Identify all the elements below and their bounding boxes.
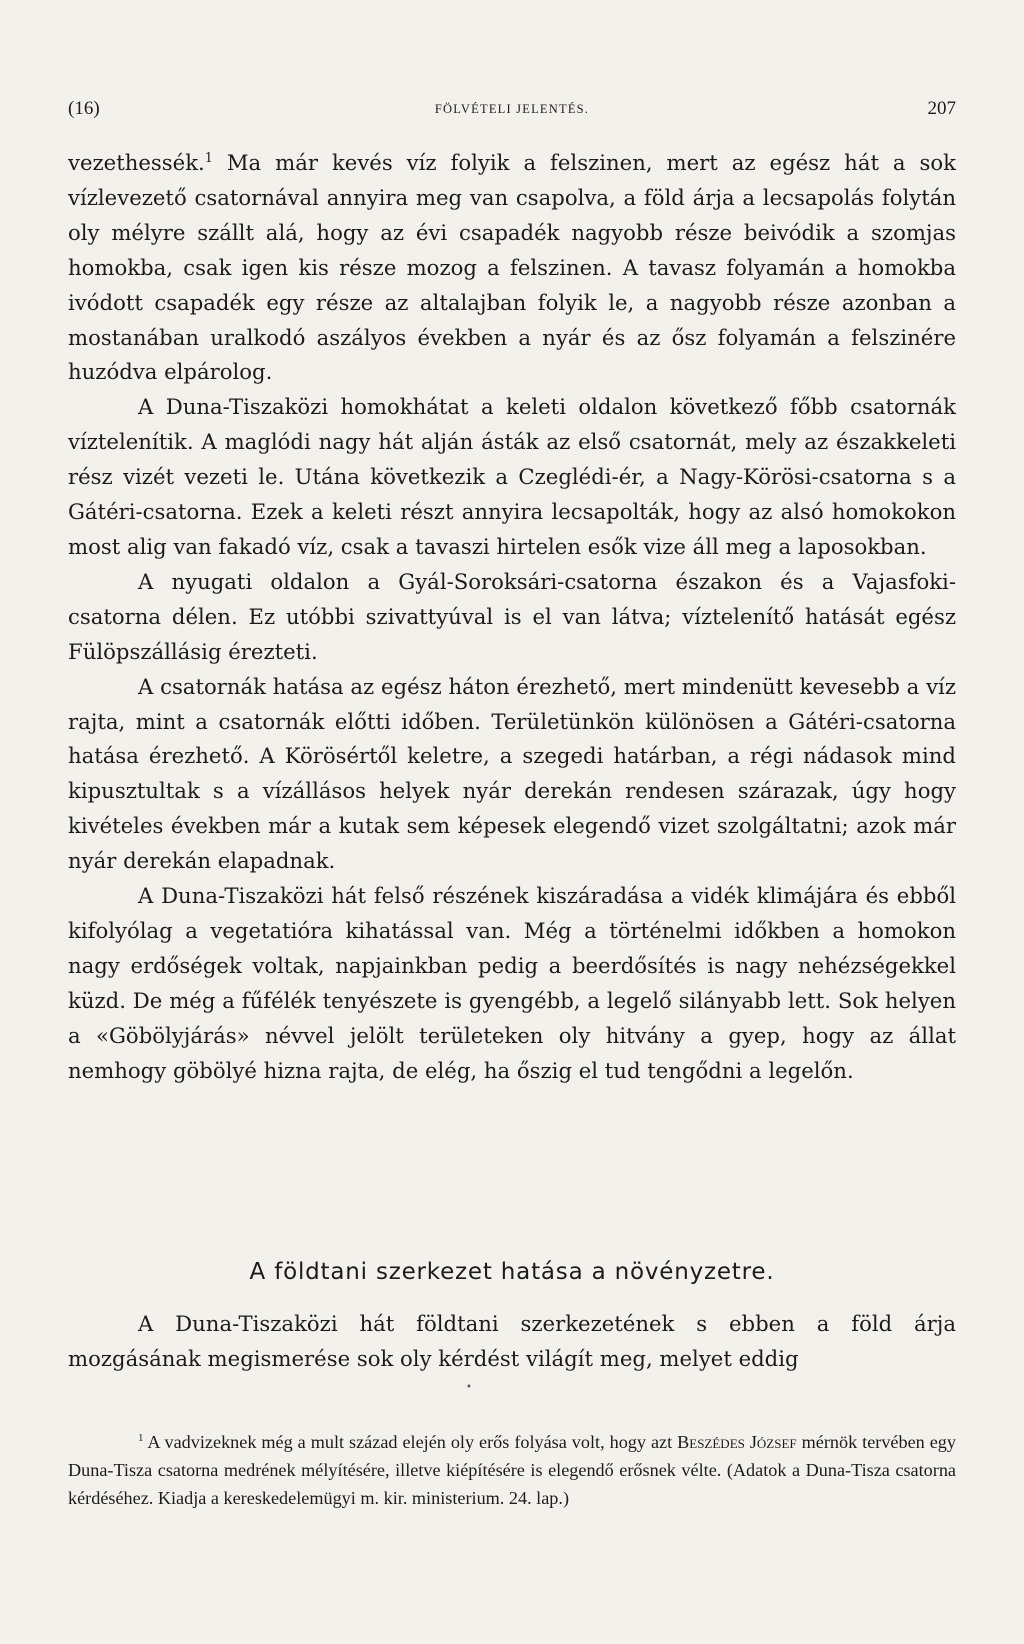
running-title: FÖLVÉTELI JELENTÉS. xyxy=(434,102,590,116)
section-text xyxy=(68,1307,956,1377)
paragraph-text: vezethessék. xyxy=(68,150,205,175)
paragraph-text: Ma már kevés víz folyik a felszinen, mert az egész hát a sok vízlevezető csatornával annyira meg van csapolva, a föld árja a lecsapolás folytán oly mélyre szállt alá, hogy az évi csapadék nagyobb része beivódik a szomjas homokba, csak igen kis része mozog a felszinen. A tavasz folyamán a homokba ivódott csapadék egy része az altalajban folyik le, a nagyobb része azonban a mostanában uralkodó aszályos években a nyár és az ősz folyamán a felszinére huzódva elpárolog. xyxy=(68,150,956,385)
main-text xyxy=(68,146,956,1088)
footnote-text: A vadvizeknek még a mult század elején oly erős folyása volt, hogy azt xyxy=(143,1432,678,1452)
running-header xyxy=(68,98,956,128)
section-number: (16) xyxy=(68,98,100,119)
footnote-text: mérnök tervében egy Duna-Tisza csatorna medrének mélyítésére, illetve kiépítésére is elegendő erősnek vélte. (Adatok a Duna-Tisza csatorna kérdéséhez. Kiadja a kereskedelemügyi m. kir. ministerium. 24. lap.) xyxy=(68,1432,956,1508)
section-paragraph: A Duna-Tiszaközi hát földtani szerkezetének s ebben a föld árja mozgásának megismerése sok oly kérdést világít meg, melyet eddig xyxy=(68,1311,956,1371)
footnote-1 xyxy=(68,1428,956,1512)
paragraph-4: A csatornák hatása az egész háton érezhető, mert mindenütt kevesebb a víz rajta, mint a csatornák előtti időben. Területünkön különösen a Gátéri-csatorna hatása érezhető. A Körösértől keletre, a szegedi határban, a régi nádasok mind kipusztultak s a vízállásos helyek nyár derekán rendesen szárazak, úgy hogy kivételes években már a kutak sem képesek elegendő vizet szolgáltatni; azok már nyár derekán elapadnak. xyxy=(68,673,956,874)
dot-mark: • xyxy=(466,1382,472,1393)
paragraph-2: A Duna-Tiszaközi homokhátat a keleti oldalon következő főbb csatornák víztelenítik. A maglódi nagy hát alján ásták az első csatornát, mely az északkeleti rész vizét vezeti le. Utána következik a Czeglédi-ér, a Nagy-Körösi-csatorna s a Gátéri-csatorna. Ezek a keleti részt annyira lecsapolták, hogy az alsó homokokon most alig van fakadó víz, csak a tavaszi hirtelen esők vize áll meg a laposokban. xyxy=(68,394,956,559)
paragraph-3: A nyugati oldalon a Gyál-Soroksári-csatorna északon és a Vajasfoki-csatorna délen. Ez utóbbi szivattyúval is el van látva; víztelenítő hatását egész Fülöpszállásig érezteti. xyxy=(68,568,956,664)
paragraph-5: A Duna-Tiszaközi hát felső részének kiszáradása a vidék klimájára és ebből kifolyólag a vegetatióra kihatással van. Még a történelmi időkben a homokon nagy erdőségek voltak, napjainkban pedig a beerdősítés is nagy nehézségekkel küzd. De még a fűfélék tenyészete is gyengébb, a legelő silányabb lett. Sok helyen a «Göbölyjárás» névvel jelölt területeken oly hitvány a gyep, hogy az állat nemhogy göbölyé hizna rajta, de elég, ha őszig el tud tengődni a legelőn. xyxy=(68,883,956,1083)
footnotes xyxy=(68,1428,956,1512)
paragraph-1 xyxy=(68,146,956,390)
footnote-person-name: Beszédes József xyxy=(677,1432,797,1452)
footnote-marker: 1 xyxy=(138,1431,144,1444)
footnote-reference: 1 xyxy=(204,149,213,165)
page-number: 207 xyxy=(927,98,956,119)
section-heading: A földtani szerkezet hatása a növényzetre. xyxy=(249,1259,775,1285)
